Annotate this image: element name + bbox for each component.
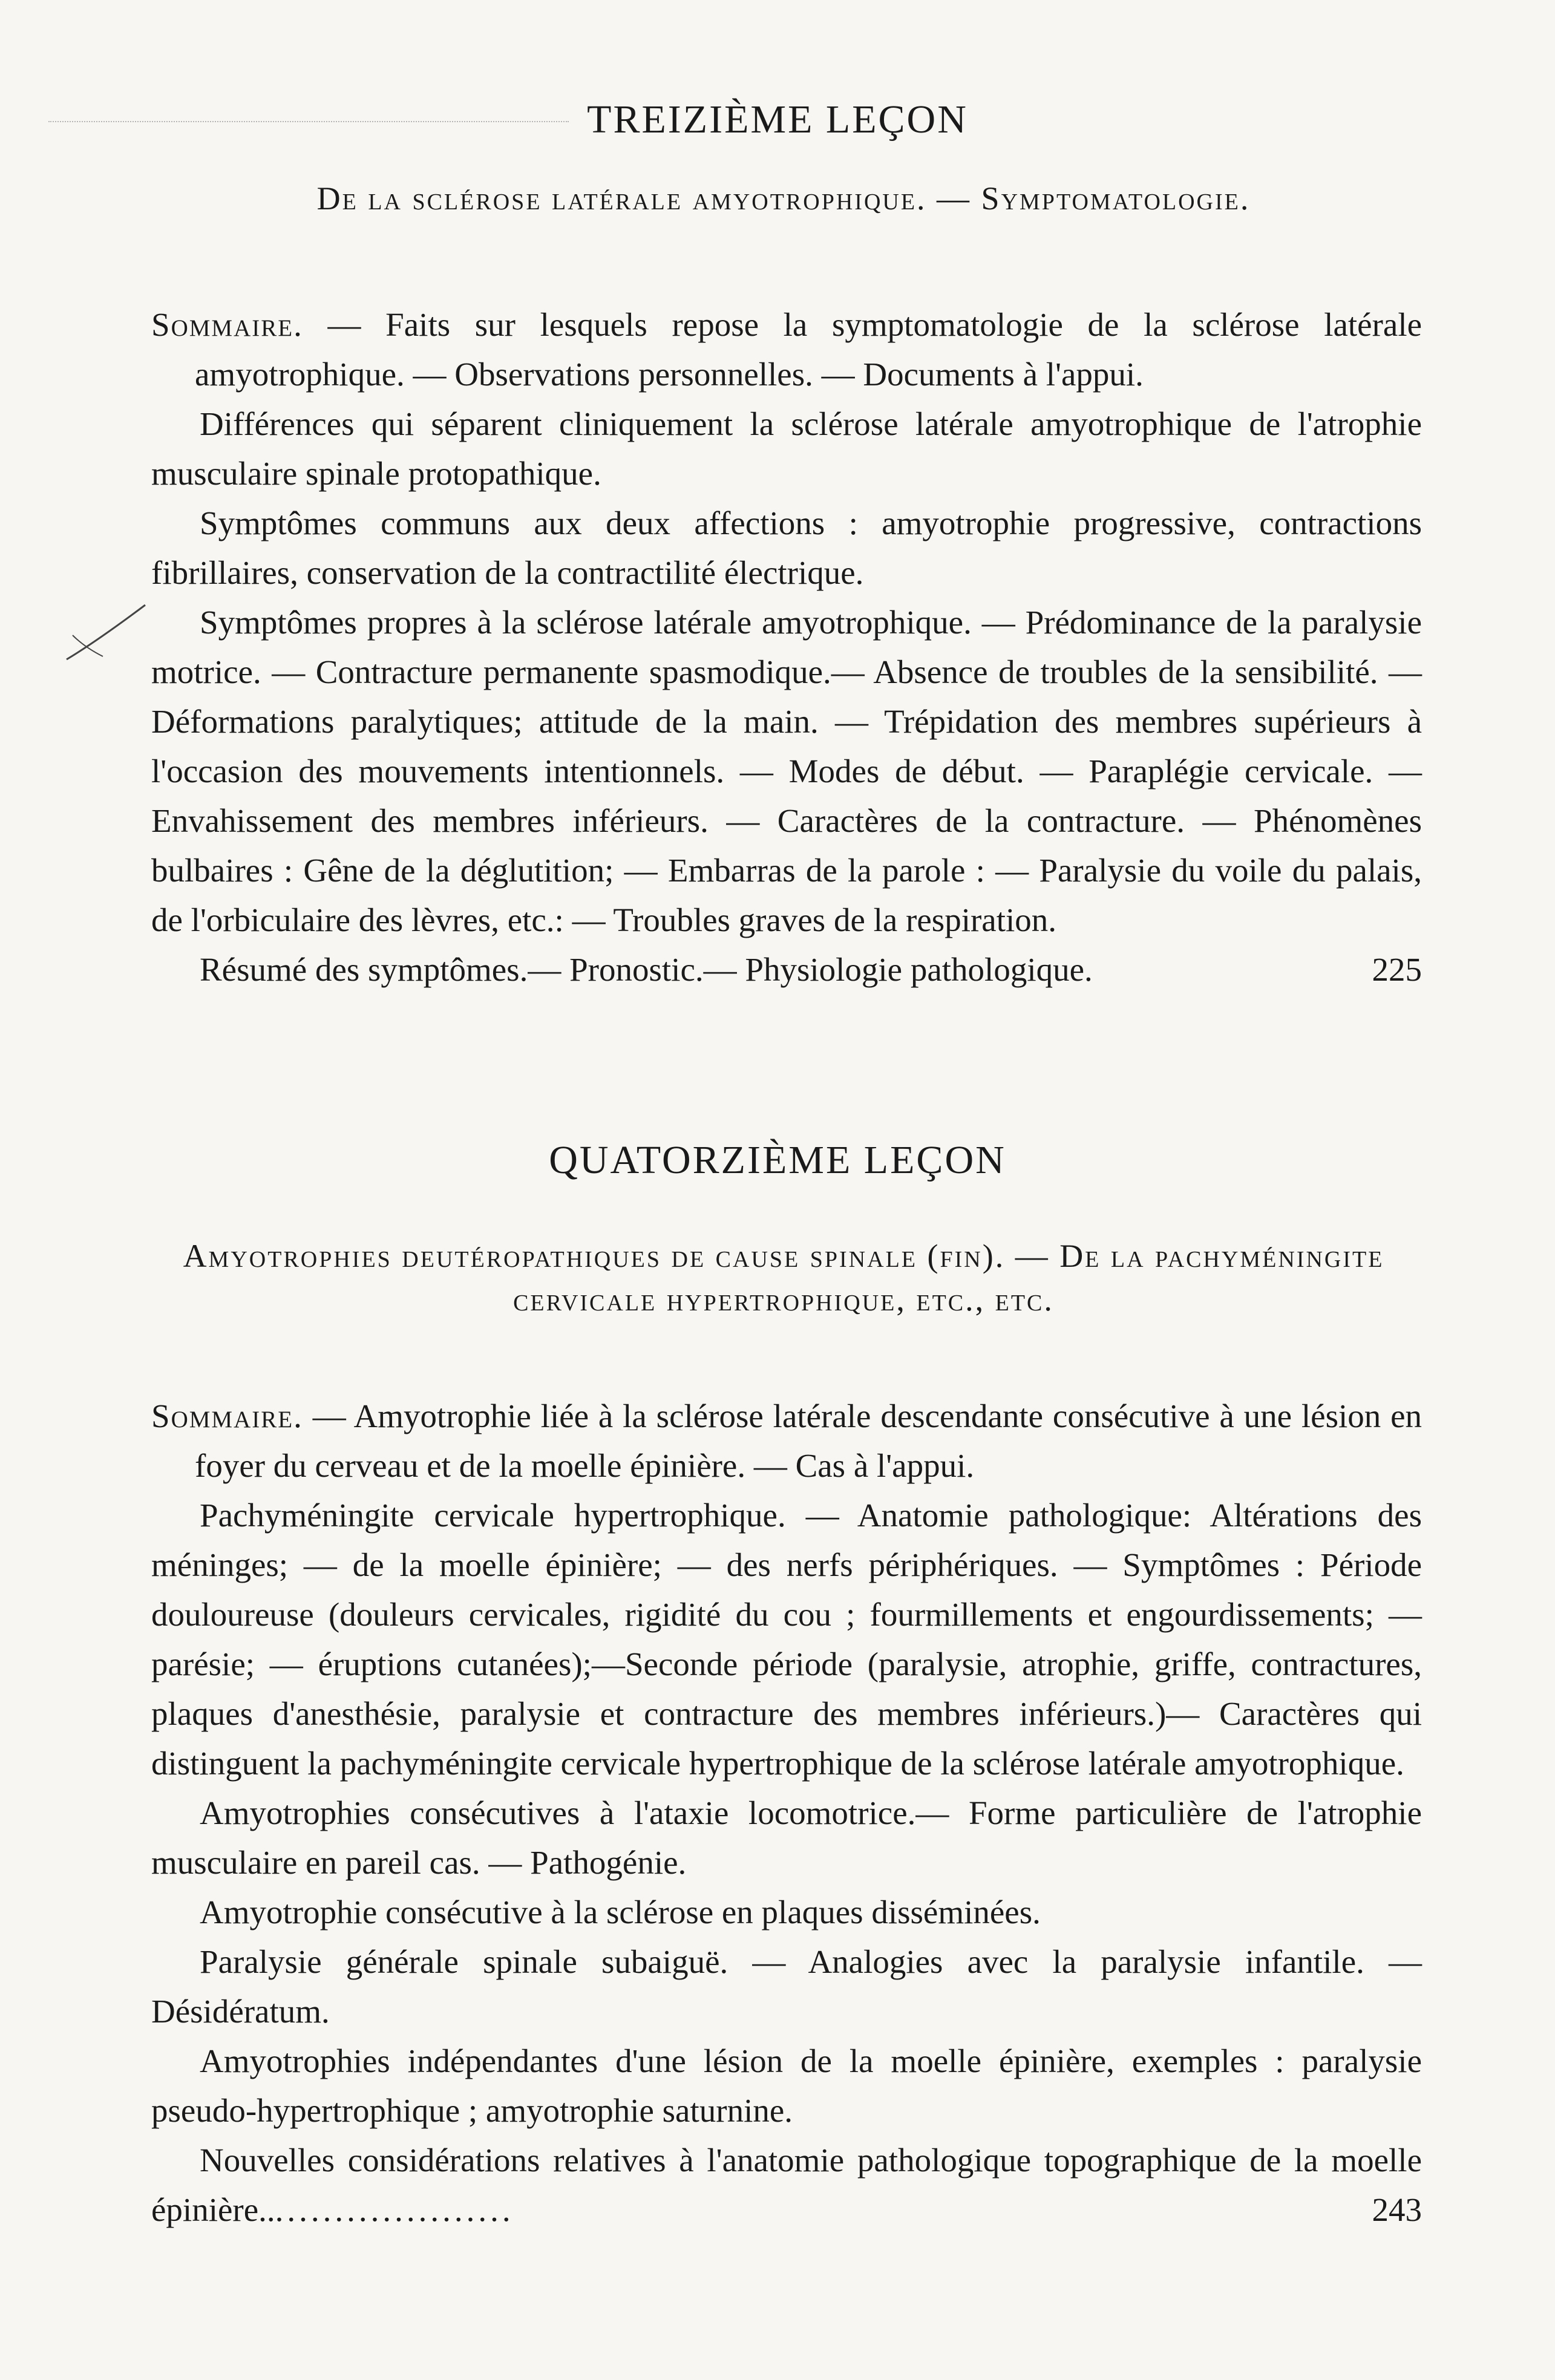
lecon-14-sommaire bbox=[151, 1391, 1422, 2235]
pencil-mark-icon bbox=[61, 599, 151, 672]
sommaire-paragraph: Paralysie générale spinale subaiguë. — Analogies avec la paralysie infantile. — Désidératum. bbox=[151, 1943, 1422, 2030]
page-number: 225 bbox=[1372, 951, 1422, 988]
page-number: 243 bbox=[1372, 2191, 1422, 2228]
sommaire-paragraph: Différences qui séparent cliniquement la sclérose latérale amyotrophique de l'atrophie musculaire spinale protopathique. bbox=[151, 405, 1422, 492]
last-line-text: Résumé des symptômes.— Pronostic.— Physiologie pathologique. bbox=[200, 951, 1093, 988]
sommaire-first: — Faits sur lesquels repose la symptomatologie de la sclérose latérale amyotrophique. — Observations personnelles. — Documents à l'appui. bbox=[195, 306, 1422, 393]
sommaire-label: Sommaire. bbox=[151, 1398, 303, 1434]
sommaire-paragraph: Amyotrophie consécutive à la sclérose en plaques disséminées. bbox=[200, 1894, 1041, 1930]
sommaire-first: — Amyotrophie liée à la sclérose latérale descendante consécutive à une lésion en foyer du cerveau et de la moelle épinière. — Cas à l'appui. bbox=[195, 1398, 1422, 1484]
lecon-14-subtitle: Amyotrophies deutéropathiques de cause spinale (fin). — De la pachyméningite cervicale hypertrophique, etc., etc. bbox=[183, 1238, 1384, 1318]
sommaire-last-line bbox=[151, 2136, 1422, 2235]
sommaire-paragraph: Symptômes propres à la sclérose latérale amyotrophique. — Prédominance de la paralysie motrice. — Contracture permanente spasmodique.— Absence de troubles de la sensibilité. — Déformations paralytiques; attitude de la main. — Trépidation des membres supérieurs à l'occasion des mouvements intentionnels. — Modes de début. — Paraplégie cervicale. — Envahissement des membres inférieurs. — Caractères de la contracture. — Phénomènes bulbaires : Gêne de la déglutition; — Embarras de la parole : — Paralysie du voile du palais, de l'orbiculaire des lèvres, etc.: — Troubles graves de la respiration. bbox=[151, 604, 1422, 938]
lecon-13-sommaire bbox=[151, 300, 1422, 995]
sommaire-paragraph: Pachyméningite cervicale hypertrophique. — Anatomie pathologique: Altérations des méninges; — de la moelle épinière; — des nerfs périphériques. — Symptômes : Période douloureuse (douleurs cervicales, rigidité du cou ; fourmillements et engourdissements; — parésie; — éruptions cutanées);—Seconde période (paralysie, atrophie, griffe, contractures, plaques d'anesthésie, paralysie et contracture des membres inférieurs.)— Caractères qui distinguent la pachyméningite cervicale hypertrophique de la sclérose latérale amyotrophique. bbox=[151, 1497, 1422, 1782]
sommaire-paragraph: Amyotrophies consécutives à l'ataxie locomotrice.— Forme particulière de l'atrophie musculaire en pareil cas. — Pathogénie. bbox=[151, 1794, 1422, 1881]
sommaire-label: Sommaire. bbox=[151, 306, 303, 343]
sommaire-paragraph: Symptômes communs aux deux affections : amyotrophie progressive, contractions fibrillaires, conservation de la contractilité électrique. bbox=[151, 505, 1422, 591]
dot-leader: .................... bbox=[275, 2191, 514, 2228]
sommaire-intro bbox=[151, 1391, 1422, 1491]
lecon-13-subtitle: De la sclérose latérale amyotrophique. — Symptomatologie. bbox=[316, 180, 1251, 217]
sommaire-paragraph: Amyotrophies indépendantes d'une lésion de la moelle épinière, exemples : paralysie pseudo-hypertrophique ; amyotrophie saturnine. bbox=[151, 2042, 1422, 2129]
sommaire-intro bbox=[151, 300, 1422, 399]
lecon-13-title: TREIZIÈME LEÇON bbox=[587, 97, 968, 142]
last-line-text: Nouvelles considérations relatives à l'anatomie pathologique topographique de la moelle épinière.. bbox=[151, 2142, 1422, 2228]
sommaire-last-line bbox=[151, 945, 1422, 995]
lecon-14-title: QUATORZIÈME LEÇON bbox=[549, 1138, 1006, 1182]
